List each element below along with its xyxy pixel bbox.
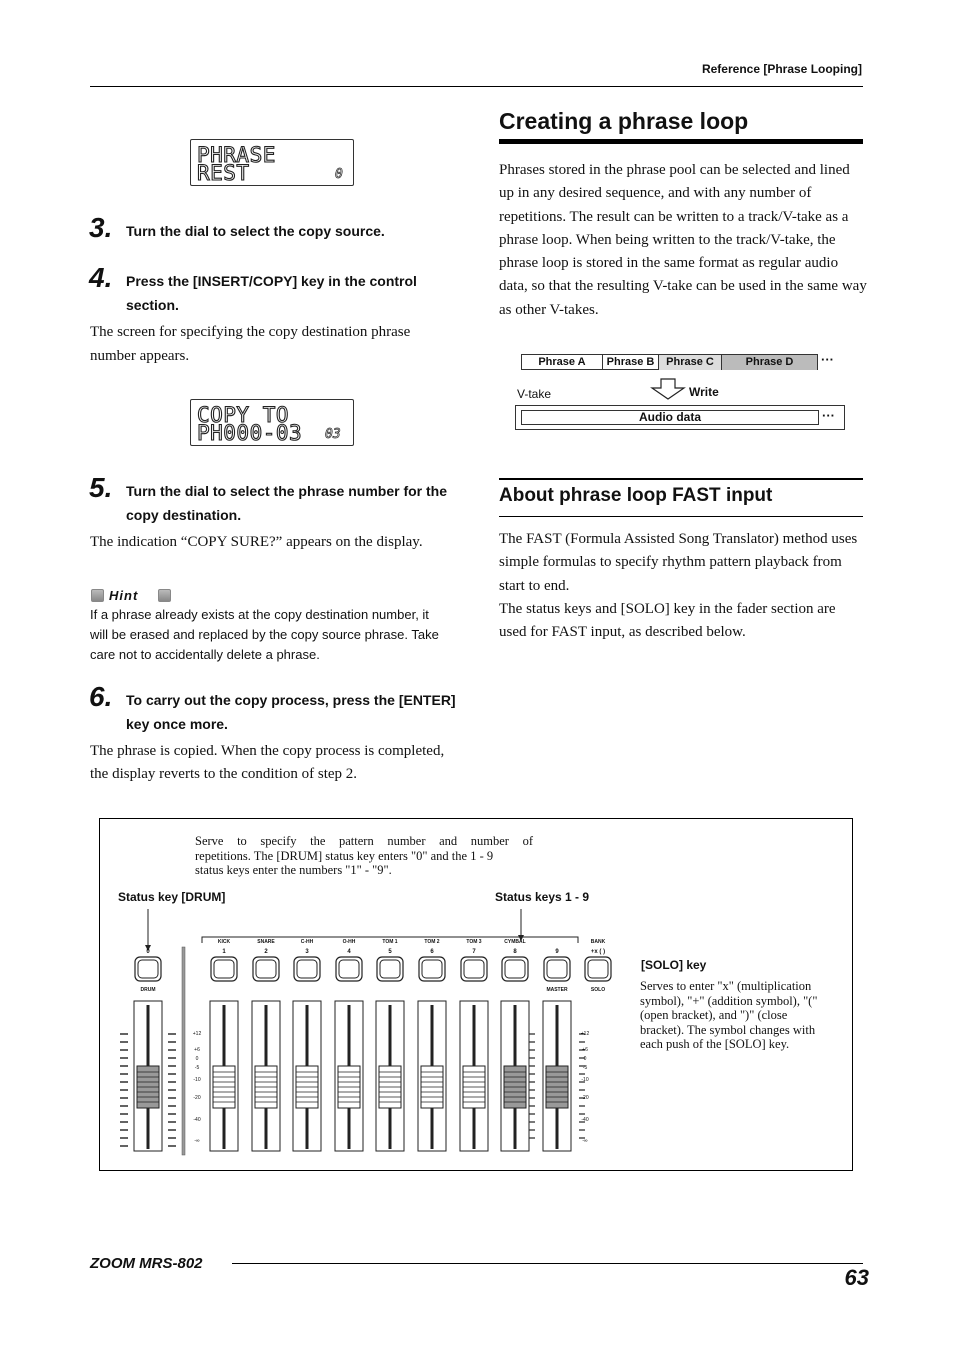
- status-key-number: 1: [222, 949, 226, 955]
- paragraph-line: The FAST (Formula Assisted Song Translator) method uses: [499, 531, 858, 547]
- paragraph-line: used for FAST input, as described below.: [499, 624, 746, 641]
- channel-name-label: C-HH: [300, 939, 314, 945]
- paragraph-line: start to end.: [499, 577, 570, 594]
- footer-model-name: ZOOM MRS-802: [90, 1255, 203, 1272]
- solo-label: SOLO: [590, 987, 606, 993]
- drum-key-number: 0: [146, 949, 150, 955]
- audio-ellipsis: ···: [822, 408, 835, 423]
- scale-label-left: +12: [192, 1031, 202, 1037]
- status-key-number: 6: [430, 949, 434, 955]
- scale-label-right: -5: [582, 1065, 588, 1071]
- lcd-small-value: 0: [335, 167, 343, 182]
- write-arrow-icon: [650, 378, 686, 400]
- status-key-number: 4: [347, 949, 351, 955]
- scale-label-left: -10: [193, 1077, 201, 1083]
- vtake-label: V-take: [517, 387, 552, 401]
- scale-label-right: -∞: [582, 1138, 588, 1144]
- lcd-display-copy: [190, 399, 354, 446]
- label-solo-key: [SOLO] key: [641, 958, 707, 972]
- channel-name-label: CYMBAL: [504, 939, 526, 945]
- lcd-line-2: REST: [197, 161, 250, 185]
- hint-marker-left: [91, 589, 104, 602]
- paragraph-line: phrase loop is stored in the same format as regular audio: [499, 255, 839, 272]
- hint-text-2: will be erased and replaced by the copy source phrase. Take: [90, 627, 439, 642]
- fast-paragraph: [499, 528, 869, 644]
- step-4-body-1: The screen for specifying the copy destination phrase: [90, 324, 411, 340]
- mixer-labels: [100, 909, 620, 1164]
- step-6-body-1: The phrase is copied. When the copy process is completed,: [90, 743, 445, 759]
- step-4-body-2: number appears.: [90, 348, 190, 364]
- fader-section-figure: [99, 818, 853, 1171]
- solo-text-line: symbol), "+" (addition symbol), "(": [640, 993, 818, 1008]
- step-5-text-1: Turn the dial to select the phrase number for the: [126, 483, 448, 499]
- status-key-number: 2: [264, 949, 268, 955]
- step-number-6: 6.: [89, 681, 113, 712]
- step-6-text-2: key once more.: [126, 716, 228, 732]
- step-number-3: 3.: [89, 212, 113, 243]
- scale-label-right: +6: [582, 1047, 588, 1053]
- section-title-creating: Creating a phrase loop: [499, 108, 749, 134]
- label-status-keys: Status keys 1 - 9: [495, 890, 590, 904]
- label-status-key-drum: Status key [DRUM]: [118, 890, 226, 904]
- scale-label-left: 0: [195, 1056, 199, 1062]
- phrase-cell-c: Phrase C: [659, 355, 722, 370]
- status-key-number: 7: [472, 949, 476, 955]
- hint-label: Hint: [109, 588, 139, 603]
- phrase-cell-b: Phrase B: [603, 355, 659, 370]
- phrase-sequence-bar: [521, 354, 818, 370]
- section-rule-top: [499, 478, 863, 480]
- master-label: MASTER: [546, 987, 568, 993]
- step-6-body-2: the display reverts to the condition of step 2.: [90, 766, 358, 782]
- figure-text-line: repetitions. The [DRUM] status key enters "0" and the 1 - 9: [195, 848, 494, 863]
- scale-label-left: +6: [194, 1047, 200, 1053]
- page-number: 63: [844, 1265, 869, 1290]
- paragraph-line: as other V-takes.: [499, 301, 599, 318]
- solo-symbols: +x ( ): [590, 949, 606, 955]
- status-key-number: 3: [305, 949, 309, 955]
- write-label: Write: [689, 385, 719, 399]
- hint-text-3: care not to accidentally delete a phrase.: [90, 647, 320, 662]
- step-3-text: Turn the dial to select the copy source.: [126, 223, 385, 239]
- channel-name-label: TOM 2: [424, 939, 440, 945]
- section-rule-thick: [499, 139, 863, 144]
- solo-text-line: Serves to enter "x" (multiplication: [640, 979, 812, 993]
- lcd-small-value: 03: [325, 427, 341, 442]
- paragraph-line: simple formulas to specify rhythm pattern playback from: [499, 554, 842, 571]
- step-4-text-2: section.: [126, 297, 179, 313]
- phrase-cell-a: Phrase A: [522, 355, 603, 370]
- drum-key-label: DRUM: [140, 987, 156, 993]
- section-title-fast: About phrase loop FAST input: [499, 485, 773, 506]
- step-number-4: 4.: [89, 262, 113, 293]
- audio-data-label: Audio data: [639, 410, 701, 424]
- scale-label-right: -40: [581, 1117, 589, 1123]
- paragraph-line: data, so that the resulting V-take can be used in the same way: [499, 278, 867, 295]
- figure-top-text: [195, 834, 533, 878]
- channel-name-label: TOM 3: [466, 939, 482, 945]
- vtake-track: [515, 405, 845, 430]
- phrase-cell-d: Phrase D: [722, 355, 817, 370]
- paragraph-line: phrase loop. When being written to the track/V-take, the: [499, 231, 836, 248]
- channel-name-label: TOM 1: [382, 939, 398, 945]
- step-6-text-1: To carry out the copy process, press the [ENTER]: [126, 692, 456, 708]
- running-header: Reference [Phrase Looping]: [701, 62, 862, 76]
- status-key-number: 9: [555, 949, 559, 955]
- header-rule: [90, 86, 863, 87]
- scale-label-left: -40: [193, 1117, 201, 1123]
- step-number-5: 5.: [89, 472, 113, 503]
- footer-rule: [232, 1263, 863, 1264]
- paragraph-line: up in any desired sequence, and with any number of: [499, 185, 812, 202]
- solo-text-line: (open bracket), and ")" (close: [640, 1008, 788, 1022]
- status-key-number: 5: [388, 949, 392, 955]
- solo-description: [640, 979, 850, 1052]
- hint-marker-right: [158, 589, 171, 602]
- figure-text-line: status keys enter the numbers "1" - "9".: [195, 863, 392, 877]
- scale-label-right: -10: [581, 1077, 589, 1083]
- channel-name-label: SNARE: [257, 939, 275, 945]
- scale-label-right: +12: [580, 1031, 590, 1037]
- lcd-line-2: PH000-03: [197, 421, 303, 445]
- paragraph-line: Phrases stored in the phrase pool can be selected and lined: [499, 162, 850, 178]
- channel-name-label: KICK: [217, 939, 231, 945]
- scale-label-right: -20: [581, 1095, 589, 1101]
- step-5-body: The indication “COPY SURE?” appears on the display.: [90, 534, 423, 550]
- lcd-line-1: COPY TO: [197, 403, 290, 427]
- hint-text-1: If a phrase already exists at the copy destination number, it: [90, 607, 429, 622]
- scale-label-left: -5: [194, 1065, 200, 1071]
- solo-text-line: each push of the [SOLO] key.: [640, 1037, 790, 1051]
- lcd-line-1: PHRASE: [197, 143, 276, 167]
- step-4-text-1: Press the [INSERT/COPY] key in the control: [126, 273, 417, 289]
- paragraph-line: The status keys and [SOLO] key in the fader section are: [499, 600, 836, 617]
- creating-paragraph: [499, 159, 869, 322]
- figure-text-line: Serve to specify the pattern number and number of: [195, 834, 533, 848]
- bank-label: BANK: [590, 939, 606, 945]
- scale-label-left: -∞: [194, 1138, 200, 1144]
- sequence-ellipsis: ···: [821, 352, 834, 367]
- scale-label-left: -20: [193, 1095, 201, 1101]
- step-5-text-2: copy destination.: [126, 507, 242, 523]
- status-key-number: 8: [513, 949, 517, 955]
- channel-name-label: O-HH: [342, 939, 356, 945]
- solo-text-line: bracket). The symbol changes with: [640, 1022, 816, 1037]
- scale-label-right: 0: [583, 1056, 587, 1062]
- paragraph-line: repetitions. The result can be written to a track/V-take as a: [499, 208, 849, 225]
- section-rule-bottom: [499, 516, 863, 517]
- audio-data-bar: [521, 410, 819, 425]
- lcd-display-phrase: [190, 139, 354, 186]
